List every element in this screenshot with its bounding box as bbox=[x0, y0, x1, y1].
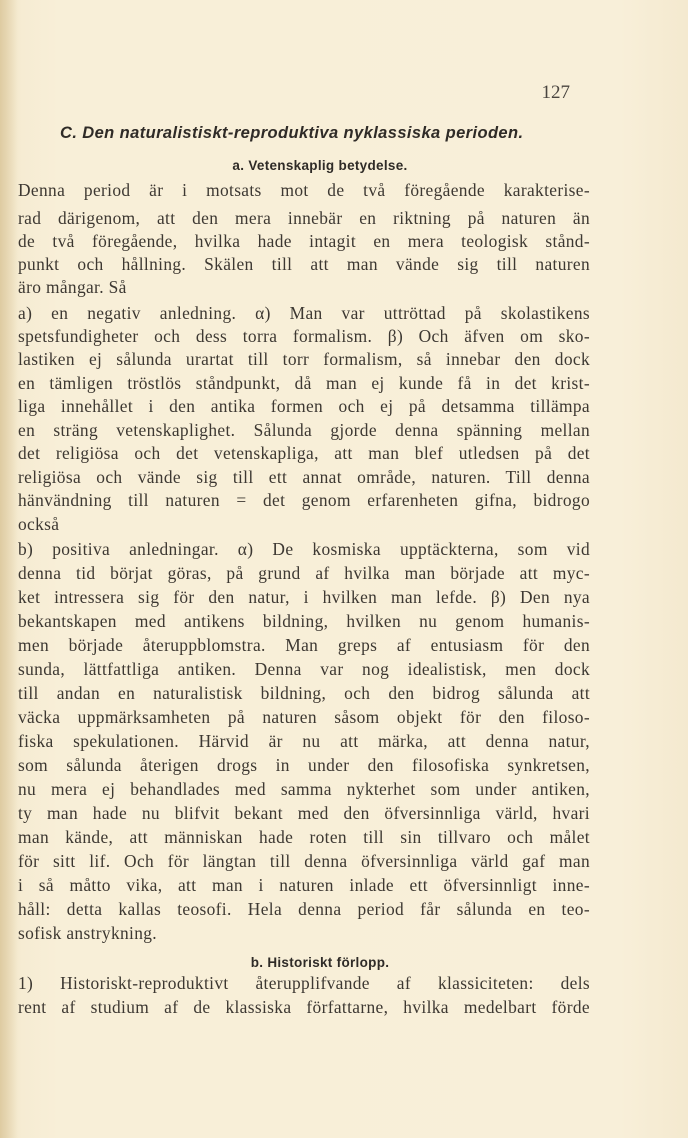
text-line: rent af studium af de klassiska författarne, hvilka medelbart förde bbox=[18, 997, 590, 1017]
text-line: håll: detta kallas teosofi. Hela denna period får sålunda en teo- bbox=[18, 899, 590, 919]
text-line: Denna period är i motsats mot de två föregående karakterise- bbox=[18, 180, 590, 200]
text-line: rad därigenom, att den mera innebär en riktning på naturen än bbox=[18, 208, 590, 228]
text-line: spetsfundigheter och dess torra formalism. β) Och äfven om sko- bbox=[18, 326, 590, 346]
text-line: b) positiva anledningar. α) De kosmiska upptäckterna, som vid bbox=[18, 539, 590, 559]
text-line: bekantskapen med antikens bildning, hvilken nu genom humanis- bbox=[18, 611, 590, 631]
subheading-b: b. Historiskt förlopp. bbox=[250, 955, 390, 970]
text-line: de två föregående, hvilka hade intagit en mera teologisk stånd- bbox=[18, 231, 590, 251]
text-line: för sitt lif. Och för längtan till denna öfversinnliga värld gaf man bbox=[18, 851, 590, 871]
text-line: som sålunda återigen drogs in under den filosofiska synkretsen, bbox=[18, 755, 590, 775]
text-line: punkt och hållning. Skälen till att man vände sig till naturen bbox=[18, 254, 590, 274]
text-line: liga innehållet i den antika formen och ej på detsamma tillämpa bbox=[18, 396, 590, 416]
section-heading: C. Den naturalistiskt-reproduktiva nyklassiska perioden. bbox=[60, 124, 524, 142]
text-line: till andan en naturalistisk bildning, och den bidrog sålunda att bbox=[18, 683, 590, 703]
text-line: fiska spekulationen. Härvid är nu att märka, att denna natur, bbox=[18, 731, 590, 751]
text-line: man kände, att människan hade roten till sin tillvaro och målet bbox=[18, 827, 590, 847]
text-line: sofisk anstrykning. bbox=[18, 923, 158, 943]
text-line: 1) Historiskt-reproduktivt återupplifvande af klassiciteten: dels bbox=[18, 973, 590, 993]
text-line: ket intressera sig för den natur, i hvilken man lefde. β) Den nya bbox=[18, 587, 590, 607]
text-line: också bbox=[18, 514, 60, 534]
text-line: äro mångar. Så bbox=[18, 277, 127, 297]
text-line: sunda, lättfattliga antiken. Denna var nog idealistisk, men dock bbox=[18, 659, 590, 679]
text-line: denna tid börjat göras, på grund af hvilka man började att myc- bbox=[18, 563, 590, 583]
text-line: ty man hade nu blifvit bekant med den öfversinnliga värld, hvari bbox=[18, 803, 590, 823]
text-line: nu mera ej behandlades med samma nykterhet som under antiken, bbox=[18, 779, 590, 799]
text-line: i så måtto vika, att man i naturen inlade ett öfversinnligt inne- bbox=[18, 875, 590, 895]
text-line: men började återuppblomstra. Man greps af entusiasm för den bbox=[18, 635, 590, 655]
text-line: väcka uppmärksamheten på naturen såsom objekt för den filoso- bbox=[18, 707, 590, 727]
text-line: det religiösa och det vetenskapliga, att man blef utledsen på det bbox=[18, 443, 590, 463]
text-line: lastiken ej sålunda urartat till torr formalism, så innebar den dock bbox=[18, 349, 590, 369]
text-line: en sträng vetenskaplighet. Sålunda gjorde denna spänning mellan bbox=[18, 420, 590, 440]
text-line: religiösa och vände sig till ett annat område, naturen. Till denna bbox=[18, 467, 590, 487]
text-line: a) en negativ anledning. α) Man var uttröttad på skolastikens bbox=[18, 303, 590, 323]
text-line: en tämligen tröstlös ståndpunkt, då man ej kunde få in det krist- bbox=[18, 373, 590, 393]
page-number: 127 bbox=[541, 82, 570, 103]
subheading-a: a. Vetenskaplig betydelse. bbox=[232, 158, 408, 173]
text-line: hänvändning till naturen = det genom erfarenheten gifna, bidrogo bbox=[18, 490, 590, 510]
